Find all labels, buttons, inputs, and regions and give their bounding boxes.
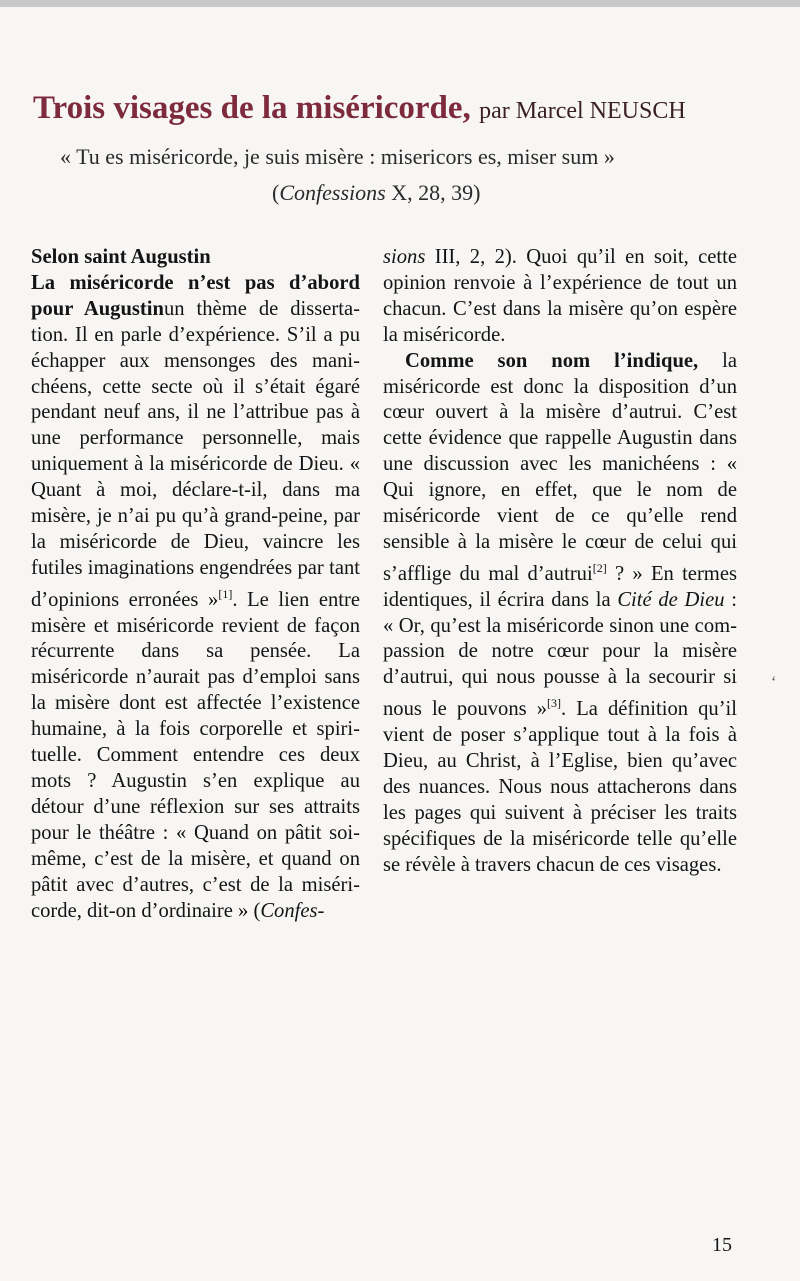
left-paragraph bbox=[31, 271, 360, 925]
confessions-italic: Confes- bbox=[260, 899, 325, 922]
epigraph-source bbox=[272, 178, 480, 208]
right-p2-cont2: : « Or, qu’est la miséricorde sinon une compassion de notre cœur pour la misère d’autrui, qui nous pousse à la secourir si nous le pouvons » bbox=[383, 588, 737, 721]
footnote-ref-3[interactable]: [3] bbox=[547, 696, 562, 711]
right-paragraph-2 bbox=[383, 349, 737, 879]
right-p1-text: III, 2, 2). Quoi qu’il en soit, cette opinion renvoie à l’expérience de tout un chacun. C’est dans la misère qu’on espère la miséricorde. bbox=[383, 246, 737, 346]
lead-in-bold: La miséricorde n’est pas d’abord pour Augustin bbox=[31, 271, 360, 320]
scan-top-edge bbox=[0, 0, 800, 7]
sions-italic: sions bbox=[383, 246, 426, 268]
source-open-paren: ( bbox=[272, 180, 280, 205]
footnote-ref-2[interactable]: [2] bbox=[592, 560, 607, 575]
right-p2-text: la miséricorde est donc la disposition d’un cœur ouvert à la misère d’autrui. C’est cette évidence que rappelle Augustin dans une discussion avec les manichéens : « Qui ignore, en effet, que le nom de miséricorde vient de ce qu’elle rend sensible à la misère le cœur de celui qui s’afflige du mal d’autrui bbox=[383, 349, 737, 585]
lead-text: un thème de dissertation. Il en parle d’expérience. S’il a pu échapper aux mensonges des manichéens, cette secte où il s’était égaré pendant neuf ans, il ne l’attribue pas à une performance personnelle, mais uniquement à la miséricorde de Dieu. « Quant à moi, déclare-t-il, dans ma misère, je n’ai pu qu’à grand-peine, par la miséricorde de Dieu, vaincre les futiles imaginations engendrées par tant d’opinions erronées » bbox=[31, 297, 361, 611]
p2-lead-bold: Comme son nom l’indique, bbox=[405, 349, 699, 372]
right-paragraph-1 bbox=[383, 245, 737, 349]
article-title bbox=[33, 88, 773, 131]
source-work: Confessions bbox=[279, 180, 386, 205]
title-text: Trois visages de la miséricorde, bbox=[33, 90, 471, 126]
margin-mark: ʻ bbox=[771, 674, 777, 691]
section-heading: Selon saint Augustin bbox=[31, 246, 211, 268]
epigraph: « Tu es miséricorde, je suis misère : misericors es, miser sum » bbox=[60, 144, 615, 169]
footnote-ref-1[interactable]: [1] bbox=[218, 586, 233, 601]
cite-de-dieu-italic: Cité de Dieu bbox=[617, 588, 725, 611]
right-p2-cont: ? » En termes identiques, il écrira dans la bbox=[383, 562, 737, 611]
right-column bbox=[383, 245, 737, 878]
left-column bbox=[31, 245, 360, 924]
left-text-cont: . Le lien entre misère et miséricorde revient de façon récurrente dans sa pensée. La miséricorde n’aurait pas d’emploi sans la misère dont est affectée l’existence humaine, à la fois corporelle et spirituelle. Comment entendre ces deux mots ? Augustin s’en explique au détour d’une réflexion sur ses attraits pour le théâtre : « Quand on pâtit soi-même, c’est de la misère, et quand on pâtit avec d’autres, c’est de la miséricorde, dit-on d’ordinaire » ( bbox=[31, 588, 361, 922]
page-number: 15 bbox=[712, 1234, 732, 1256]
right-p2-end: . La définition qu’il vient de poser s’applique tout à la fois à Dieu, au Christ, à l’Eglise, bien qu’avec des nuances. Nous nous attacherons dans les pages qui suivent à préciser les traits spécifiques de la miséricorde telle qu’elle se révèle à travers chacun de ces visages. bbox=[383, 698, 737, 876]
source-ref: X, 28, 39) bbox=[391, 180, 481, 205]
article-author: par Marcel NEUSCH bbox=[479, 98, 686, 124]
